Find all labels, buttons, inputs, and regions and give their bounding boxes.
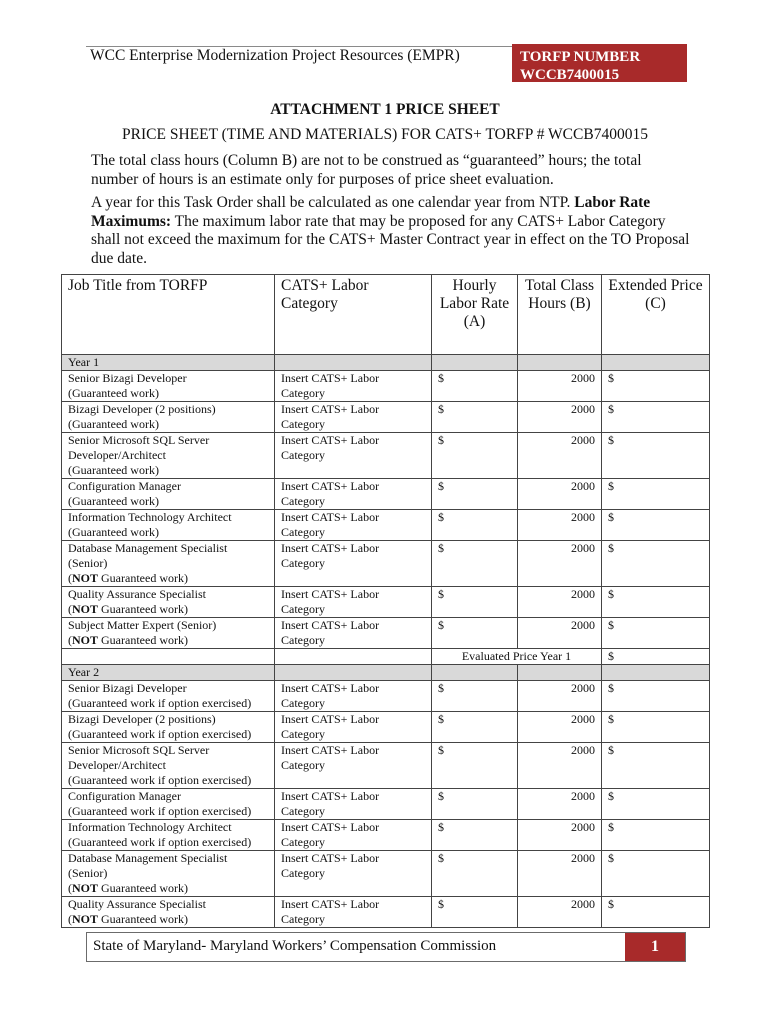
- job-not-guaranteed-note: [68, 633, 268, 648]
- table-row: [62, 541, 710, 587]
- year-header-empty-cell: [518, 355, 602, 371]
- table-row: [62, 789, 710, 820]
- job-title-cell: [62, 541, 275, 587]
- job-title-cell: [62, 510, 275, 541]
- col-header-job-title: Job Title from TORFP: [62, 275, 275, 355]
- labor-category-cell[interactable]: Insert CATS+ Labor Category: [275, 897, 432, 928]
- hourly-rate-cell[interactable]: $: [432, 897, 518, 928]
- para2-start: A year for this Task Order shall be calculated as one calendar year from NTP.: [91, 194, 575, 211]
- total-hours-cell: 2000: [518, 587, 602, 618]
- job-work-note: (Guaranteed work if option exercised): [68, 727, 252, 741]
- job-not-guaranteed-note: [68, 881, 268, 896]
- not-emphasis: NOT: [72, 571, 99, 585]
- table-row: [62, 618, 710, 649]
- labor-category-cell[interactable]: Insert CATS+ Labor Category: [275, 402, 432, 433]
- job-title-cell: [62, 789, 275, 820]
- extended-price-cell: $: [602, 789, 710, 820]
- extended-price-cell: $: [602, 402, 710, 433]
- page-title: ATTACHMENT 1 PRICE SHEET: [270, 101, 500, 118]
- hourly-rate-cell[interactable]: $: [432, 371, 518, 402]
- evaluated-price-row: [62, 649, 710, 665]
- hourly-rate-cell[interactable]: $: [432, 433, 518, 479]
- not-emphasis: NOT: [72, 912, 99, 926]
- hourly-rate-cell[interactable]: $: [432, 541, 518, 587]
- year-header-empty-cell: [432, 355, 518, 371]
- hourly-rate-cell[interactable]: $: [432, 820, 518, 851]
- header-project-title: WCC Enterprise Modernization Project Resources (EMPR): [90, 47, 460, 64]
- total-hours-cell: 2000: [518, 712, 602, 743]
- job-title: Senior Microsoft SQL Server Developer/Architect: [68, 743, 210, 772]
- labor-category-cell[interactable]: Insert CATS+ Labor Category: [275, 433, 432, 479]
- total-hours-cell: 2000: [518, 433, 602, 479]
- job-title-cell: [62, 618, 275, 649]
- total-hours-cell: 2000: [518, 681, 602, 712]
- col-header-extended-price: Extended Price (C): [602, 275, 710, 355]
- job-work-note: (Guaranteed work if option exercised): [68, 696, 252, 710]
- page-footer: [86, 932, 686, 962]
- paren: (: [68, 881, 72, 895]
- hourly-rate-cell[interactable]: $: [432, 743, 518, 789]
- job-work-note: (Guaranteed work): [68, 494, 159, 508]
- job-work-note: (Guaranteed work if option exercised): [68, 804, 252, 818]
- hourly-rate-cell[interactable]: $: [432, 851, 518, 897]
- evaluated-price-year1-value: $: [602, 649, 710, 665]
- total-hours-cell: 2000: [518, 897, 602, 928]
- total-hours-cell: 2000: [518, 618, 602, 649]
- labor-category-cell[interactable]: Insert CATS+ Labor Category: [275, 541, 432, 587]
- hourly-rate-cell[interactable]: $: [432, 789, 518, 820]
- hourly-rate-cell[interactable]: $: [432, 479, 518, 510]
- job-not-guaranteed-note: [68, 571, 268, 586]
- hourly-rate-cell[interactable]: $: [432, 587, 518, 618]
- table-row: [62, 402, 710, 433]
- col-header-hourly-rate: Hourly Labor Rate (A): [432, 275, 518, 355]
- torfp-label: TORFP NUMBER: [520, 49, 641, 65]
- not-emphasis: NOT: [72, 602, 99, 616]
- col-header-labor-category: CATS+ Labor Category: [275, 275, 432, 355]
- labor-category-cell[interactable]: Insert CATS+ Labor Category: [275, 743, 432, 789]
- job-work-note: (Guaranteed work): [68, 386, 159, 400]
- year-header-row: [62, 355, 710, 371]
- paren: (: [68, 571, 72, 585]
- not-guaranteed-suffix: Guaranteed work): [98, 602, 188, 616]
- hours-disclaimer-paragraph: The total class hours (Column B) are not to be construed as “guaranteed” hours; the total number of hours is an estimate only for purposes of price sheet evaluation.: [91, 152, 642, 188]
- page-number: 1: [625, 933, 685, 961]
- hourly-rate-cell[interactable]: $: [432, 681, 518, 712]
- job-title: Database Management Specialist (Senior): [68, 541, 228, 570]
- para2-end: The maximum labor rate that may be proposed for any CATS+ Labor Category shall not exceed the maximum for the CATS+ Master Contract year in effect on the TO Proposal due date.: [91, 212, 690, 267]
- table-row: [62, 510, 710, 541]
- evaluated-empty-cell: [275, 649, 432, 665]
- hourly-rate-cell[interactable]: $: [432, 618, 518, 649]
- job-title: Senior Microsoft SQL Server Developer/Architect: [68, 433, 210, 462]
- labor-category-cell[interactable]: Insert CATS+ Labor Category: [275, 789, 432, 820]
- extended-price-cell: $: [602, 851, 710, 897]
- job-title: Configuration Manager: [68, 789, 181, 803]
- table-row: [62, 433, 710, 479]
- extended-price-cell: $: [602, 820, 710, 851]
- labor-category-cell[interactable]: Insert CATS+ Labor Category: [275, 820, 432, 851]
- job-title-cell: [62, 402, 275, 433]
- evaluated-empty-cell: [62, 649, 275, 665]
- extended-price-cell: $: [602, 618, 710, 649]
- job-work-note: (Guaranteed work): [68, 463, 159, 477]
- extended-price-cell: $: [602, 479, 710, 510]
- total-hours-cell: 2000: [518, 851, 602, 897]
- job-title-cell: [62, 743, 275, 789]
- page-subtitle: PRICE SHEET (TIME AND MATERIALS) FOR CATS+ TORFP # WCCB7400015: [122, 126, 648, 143]
- table-row: [62, 371, 710, 402]
- job-title: Quality Assurance Specialist: [68, 897, 206, 911]
- job-title-cell: [62, 681, 275, 712]
- torfp-number-box: [512, 44, 687, 82]
- paren: (: [68, 912, 72, 926]
- extended-price-cell: $: [602, 510, 710, 541]
- year-definition-paragraph: [91, 194, 691, 268]
- hourly-rate-cell[interactable]: $: [432, 402, 518, 433]
- year-label: Year 1: [62, 355, 275, 371]
- job-not-guaranteed-note: [68, 912, 268, 927]
- torfp-number: WCCB7400015: [520, 67, 620, 83]
- year-header-empty-cell: [275, 665, 432, 681]
- year-label: Year 2: [62, 665, 275, 681]
- job-title: Senior Bizagi Developer: [68, 371, 187, 385]
- not-guaranteed-suffix: Guaranteed work): [98, 881, 188, 895]
- job-title-cell: [62, 712, 275, 743]
- job-title: Bizagi Developer (2 positions): [68, 402, 216, 416]
- job-title: Information Technology Architect: [68, 510, 232, 524]
- job-title-cell: [62, 479, 275, 510]
- job-title: Bizagi Developer (2 positions): [68, 712, 216, 726]
- job-title: Senior Bizagi Developer: [68, 681, 187, 695]
- labor-category-cell[interactable]: Insert CATS+ Labor Category: [275, 371, 432, 402]
- total-hours-cell: 2000: [518, 479, 602, 510]
- job-work-note: (Guaranteed work): [68, 417, 159, 431]
- hourly-rate-cell[interactable]: $: [432, 510, 518, 541]
- not-guaranteed-suffix: Guaranteed work): [98, 912, 188, 926]
- total-hours-cell: 2000: [518, 743, 602, 789]
- job-title: Database Management Specialist (Senior): [68, 851, 228, 880]
- job-title: Configuration Manager: [68, 479, 181, 493]
- job-title: Quality Assurance Specialist: [68, 587, 206, 601]
- not-guaranteed-suffix: Guaranteed work): [98, 571, 188, 585]
- table-row: [62, 681, 710, 712]
- hourly-rate-cell[interactable]: $: [432, 712, 518, 743]
- price-sheet-table: [61, 274, 710, 928]
- total-hours-cell: 2000: [518, 402, 602, 433]
- total-hours-cell: 2000: [518, 510, 602, 541]
- total-hours-cell: 2000: [518, 789, 602, 820]
- table-row: [62, 479, 710, 510]
- labor-category-cell[interactable]: Insert CATS+ Labor Category: [275, 851, 432, 897]
- table-row: [62, 820, 710, 851]
- labor-category-cell[interactable]: Insert CATS+ Labor Category: [275, 587, 432, 618]
- table-row: [62, 851, 710, 897]
- job-not-guaranteed-note: [68, 602, 268, 617]
- year-header-empty-cell: [275, 355, 432, 371]
- table-row: [62, 587, 710, 618]
- total-hours-cell: 2000: [518, 541, 602, 587]
- labor-category-cell[interactable]: Insert CATS+ Labor Category: [275, 479, 432, 510]
- not-guaranteed-suffix: Guaranteed work): [98, 633, 188, 647]
- extended-price-cell: $: [602, 712, 710, 743]
- job-title-cell: [62, 897, 275, 928]
- labor-category-cell[interactable]: Insert CATS+ Labor Category: [275, 618, 432, 649]
- total-hours-cell: 2000: [518, 371, 602, 402]
- job-title: Information Technology Architect: [68, 820, 232, 834]
- total-hours-cell: 2000: [518, 820, 602, 851]
- labor-category-cell[interactable]: Insert CATS+ Labor Category: [275, 681, 432, 712]
- year-header-row: [62, 665, 710, 681]
- evaluated-price-year1-label: Evaluated Price Year 1: [432, 649, 602, 665]
- year-header-empty-cell: [602, 355, 710, 371]
- job-title-cell: [62, 587, 275, 618]
- not-emphasis: NOT: [72, 633, 99, 647]
- paren: (: [68, 633, 72, 647]
- paren: (: [68, 602, 72, 616]
- labor-rate-maximums-label: Labor Rate Maximums:: [91, 194, 651, 230]
- job-title: Subject Matter Expert (Senior): [68, 618, 217, 632]
- job-work-note: (Guaranteed work if option exercised): [68, 835, 252, 849]
- extended-price-cell: $: [602, 433, 710, 479]
- footer-text: State of Maryland- Maryland Workers’ Compensation Commission: [93, 938, 497, 954]
- extended-price-cell: $: [602, 371, 710, 402]
- job-title-cell: [62, 851, 275, 897]
- table-row: [62, 743, 710, 789]
- job-title-cell: [62, 820, 275, 851]
- job-title-cell: [62, 371, 275, 402]
- table-row: [62, 897, 710, 928]
- extended-price-cell: $: [602, 681, 710, 712]
- extended-price-cell: $: [602, 541, 710, 587]
- job-work-note: (Guaranteed work): [68, 525, 159, 539]
- not-emphasis: NOT: [72, 881, 99, 895]
- table-row: [62, 712, 710, 743]
- year-header-empty-cell: [602, 665, 710, 681]
- labor-category-cell[interactable]: Insert CATS+ Labor Category: [275, 510, 432, 541]
- year-header-empty-cell: [432, 665, 518, 681]
- extended-price-cell: $: [602, 743, 710, 789]
- extended-price-cell: $: [602, 587, 710, 618]
- year-header-empty-cell: [518, 665, 602, 681]
- job-work-note: (Guaranteed work if option exercised): [68, 773, 252, 787]
- col-header-total-hours: Total Class Hours (B): [518, 275, 602, 355]
- labor-category-cell[interactable]: Insert CATS+ Labor Category: [275, 712, 432, 743]
- job-title-cell: [62, 433, 275, 479]
- extended-price-cell: $: [602, 897, 710, 928]
